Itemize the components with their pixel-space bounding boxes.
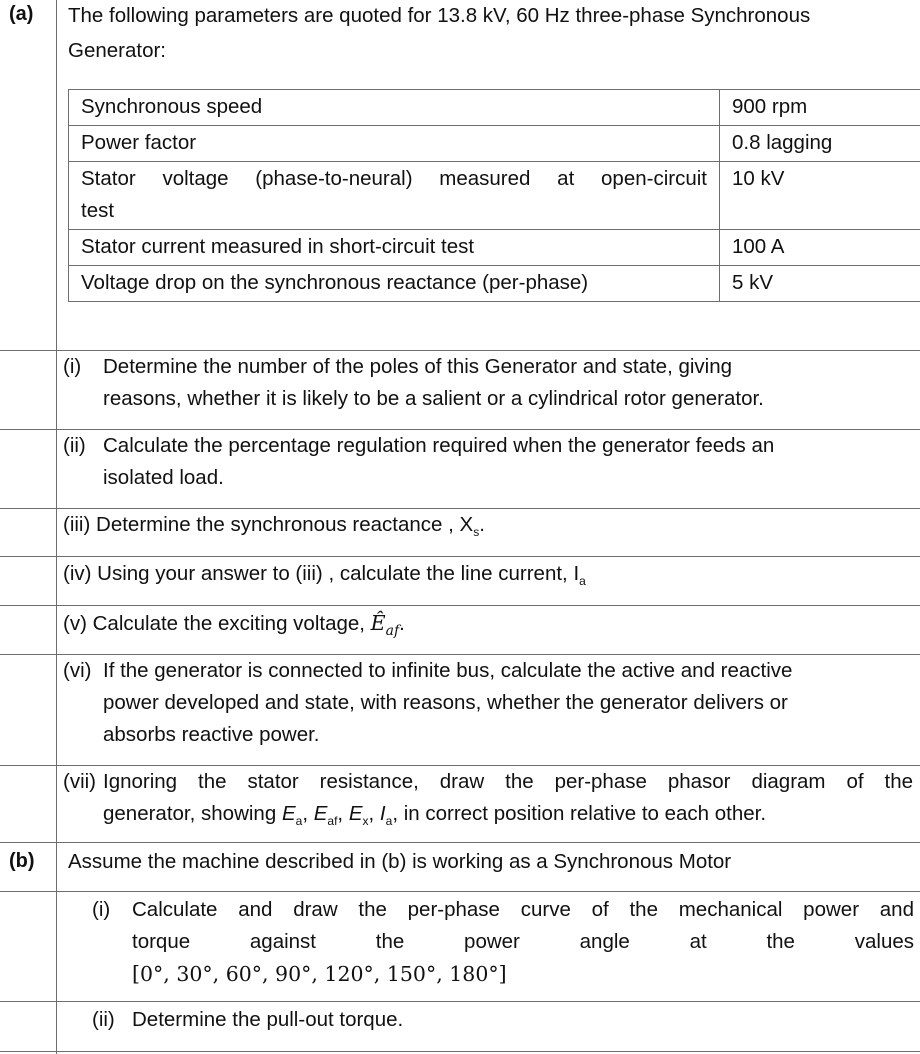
question-text: , in correct position relative to each other. <box>392 802 767 825</box>
phasor-ia-symbol: I <box>379 802 386 825</box>
question-a-iii <box>63 509 913 548</box>
question-a-vii: (vii) Ignoring the stator resistance, draw the per-phase phasor diagram of the generator, showing $E_a$, $E_{af}$, $E_x$, $I_a$, in correct position relative to each other. <box>63 766 913 837</box>
param-label: Stator voltage (phase-to-neural) measured at open-circuit <box>81 167 707 190</box>
question-text: torque against the power angle at the values <box>132 930 914 953</box>
param-value: 900 rpm <box>720 90 920 126</box>
question-tail: . <box>399 612 405 635</box>
question-a-vi <box>63 655 913 751</box>
question-text: power developed and state, with reasons, whether the generator delivers or <box>103 691 788 714</box>
phasor-ex-subscript: x <box>362 814 369 829</box>
param-label: Synchronous speed <box>69 90 720 126</box>
question-b-ii <box>92 1004 914 1036</box>
reactance-symbol: X <box>459 513 474 536</box>
part-b-intro: Assume the machine described in (b) is working as a Synchronous Motor <box>68 850 732 873</box>
question-text: If the generator is connected to infinite bus, calculate the active and reactive <box>103 659 793 682</box>
question-text: Calculate the exciting voltage, <box>92 612 365 635</box>
current-subscript: a <box>579 574 586 589</box>
param-label-continuation: test <box>81 199 115 222</box>
question-text: generator, showing <box>103 802 277 825</box>
question-text: isolated load. <box>103 466 224 489</box>
question-number: (iii) <box>63 513 91 536</box>
question-text: reasons, whether it is likely to be a salient or a cylindrical rotor generator. <box>103 387 764 410</box>
part-a-intro-line1: The following parameters are quoted for 13.8 kV, 60 Hz three-phase Synchronous <box>68 4 811 27</box>
phasor-eaf-subscript: af <box>327 814 338 829</box>
reactance-subscript: s <box>473 525 480 540</box>
question-a-i <box>63 351 913 415</box>
exciting-voltage-subscript: af <box>385 623 400 640</box>
question-number: (vii) <box>63 770 97 793</box>
row-divider <box>0 891 920 892</box>
exciting-voltage-symbol: Ê <box>370 611 386 635</box>
param-label: Stator current measured in short-circuit test <box>69 230 720 266</box>
param-label: Voltage drop on the synchronous reactance (per-phase) <box>69 266 720 302</box>
angle-values: [0°, 30°, 60°, 90°, 120°, 150°, 180°] <box>132 962 507 986</box>
phasor-ia-subscript: a <box>385 814 393 829</box>
param-value: 0.8 lagging <box>720 126 920 162</box>
left-column-divider <box>56 0 57 1054</box>
question-number: (iv) <box>63 562 92 585</box>
question-text: absorbs reactive power. <box>103 723 320 746</box>
phasor-eaf-symbol: E <box>313 802 328 825</box>
param-label: Power factor <box>69 126 720 162</box>
question-a-v <box>63 607 913 647</box>
question-a-iv <box>63 558 913 597</box>
question-text: Calculate and draw the per-phase curve of the mechanical power and <box>132 898 914 921</box>
param-value: 10 kV <box>720 162 920 230</box>
question-number: (i) <box>92 898 111 921</box>
table-row <box>69 90 920 126</box>
question-tail: . <box>479 513 485 536</box>
question-text: Determine the number of the poles of this Generator and state, giving <box>103 355 733 378</box>
row-divider <box>0 842 920 843</box>
question-number: (v) <box>63 612 87 635</box>
question-a-ii <box>63 430 913 494</box>
table-row <box>69 230 920 266</box>
param-value: 5 kV <box>720 266 920 302</box>
question-number: (ii) <box>63 434 86 457</box>
row-divider <box>0 605 920 606</box>
question-number: (i) <box>63 355 82 378</box>
phasor-ea-symbol: E <box>281 802 296 825</box>
part-a-label: (a) <box>9 3 34 25</box>
question-text: Determine the synchronous reactance , <box>96 513 454 536</box>
table-row <box>69 126 920 162</box>
parameters-table <box>68 89 920 302</box>
table-row <box>69 162 920 230</box>
row-divider <box>0 1001 920 1002</box>
current-symbol: I <box>573 562 580 585</box>
param-value: 100 A <box>720 230 920 266</box>
question-number: (vi) <box>63 659 92 682</box>
question-text: Calculate the percentage regulation required when the generator feeds an <box>103 434 775 457</box>
question-text: Using your answer to (iii) , calculate the line current, <box>97 562 568 585</box>
phasor-ea-subscript: a <box>295 814 303 829</box>
question-b-i <box>92 894 914 990</box>
part-a-intro-line2: Generator: <box>68 39 166 62</box>
part-b-label: (b) <box>9 850 35 872</box>
param-label-multiline <box>69 162 720 230</box>
part-a-intro <box>68 0 810 67</box>
question-number: (ii) <box>92 1008 115 1031</box>
row-divider <box>0 1051 920 1052</box>
question-text: Ignoring the stator resistance, draw the per-phase phasor diagram of the <box>103 770 913 793</box>
phasor-ex-symbol: E <box>348 802 363 825</box>
table-row <box>69 266 920 302</box>
question-text: Determine the pull-out torque. <box>132 1008 404 1031</box>
row-divider <box>0 556 920 557</box>
